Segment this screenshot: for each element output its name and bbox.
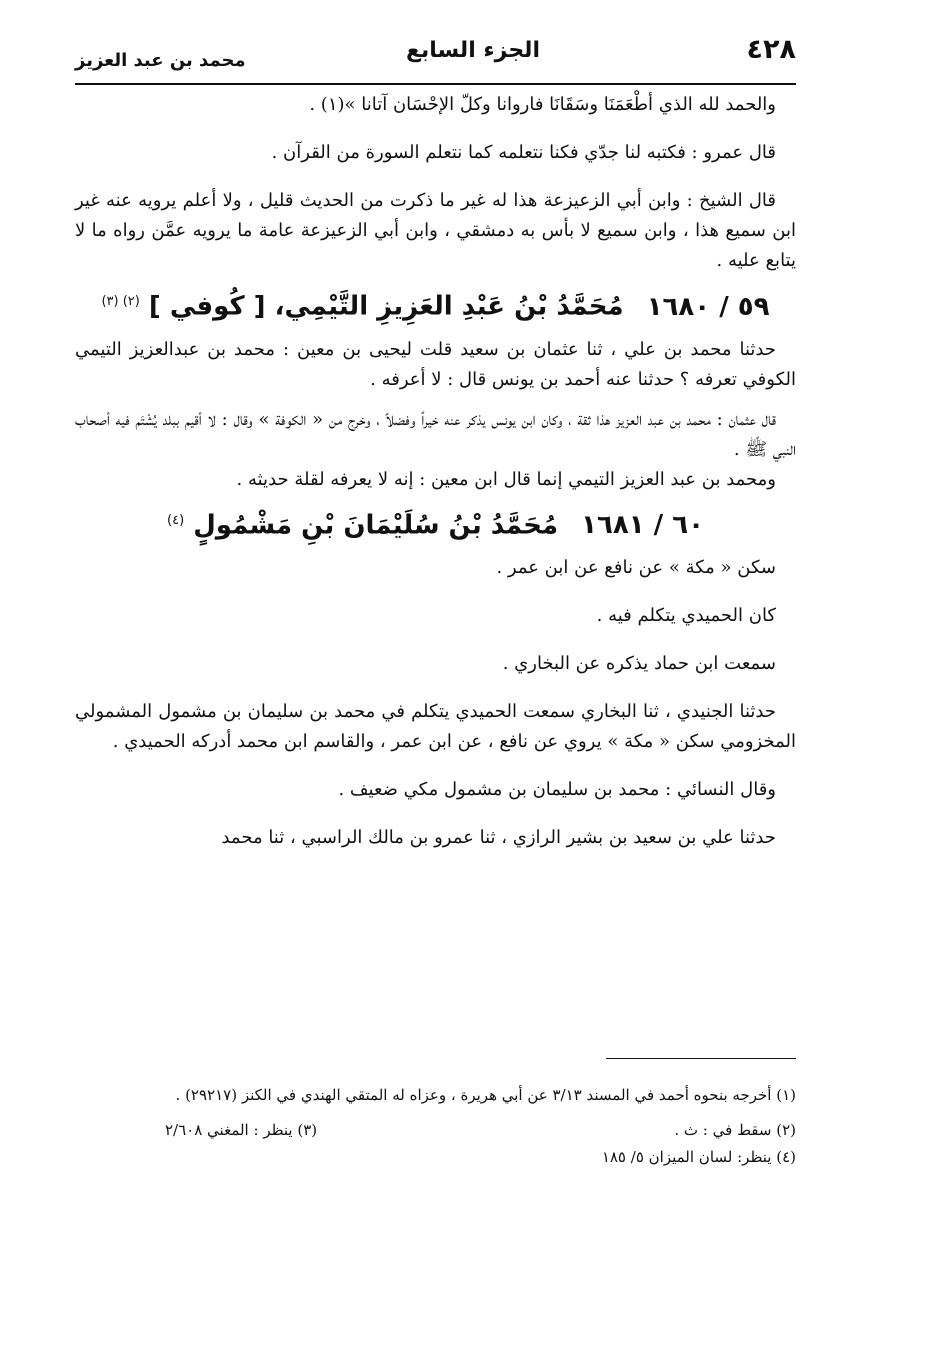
footnote-rule	[606, 1058, 796, 1059]
paragraph: قال عثمان : محمد بن عبد العزيز هذا ثقة ، وكان ابن يونس يذكر عنه خيراً وفضلاً ، وخرج من « الكوفة » وقال : لا أقيم ببلد يُشْتَم فيه أصحاب النبي ﷺ .	[75, 408, 796, 460]
footnotes	[75, 1082, 796, 1171]
entry-number: ٦٠ / ١٦٨١	[581, 510, 704, 541]
footnote: (١) أخرجه بنحوه أحمد في المسند ٣/١٣ عن أبي هريرة ، وعزاه له المتقي الهندي في الكنز (٢٩٢١٧) .	[175, 1086, 796, 1104]
entry-heading	[75, 282, 796, 327]
paragraph: كان الحميدي يتكلم فيه .	[596, 605, 776, 627]
footnote: (٣) ينظر : المغني ٢/٦٠٨	[165, 1121, 318, 1139]
footnote-ref: (٢) (٣)	[101, 294, 140, 309]
footnote-ref: (٤)	[167, 512, 185, 528]
volume-title: الجزء السابع	[406, 38, 540, 63]
entry-name: مُحَمَّدُ بْنُ عَبْدِ العَزِيزِ التَّيْمِي، [ كُوفي ]	[148, 291, 624, 322]
running-title: محمد بن عبد العزيز	[75, 50, 246, 71]
paragraph: ومحمد بن عبد العزيز التيمي إنما قال ابن معين : إنه لا يعرفه لقلة حديثه .	[236, 468, 776, 490]
paragraph: سكن « مكة » عن نافع عن ابن عمر .	[496, 557, 776, 579]
footnote: (٢) سقط في : ث .	[674, 1121, 796, 1139]
paragraph: حدثنا علي بن سعيد بن بشير الرازي ، ثنا عمرو بن مالك الراسبي ، ثنا محمد	[221, 827, 776, 849]
entry-name: مُحَمَّدُ بْنُ سُلَيْمَانَ بْنِ مَشْمُولٍ	[193, 510, 559, 541]
paragraph: قال الشيخ : وابن أبي الزعيزعة هذا له غير ما ذكرت من الحديث قليل ، ولا أعلم يرويه عنه غير ابن سميع هذا ، وابن سميع لا بأس به دمشقي ، وابن أبي الزعيزعة عامة ما يرويه عمَّن رواه ما لا يتابع عليه .	[75, 190, 796, 271]
paragraph: حدثنا الجنيدي ، ثنا البخاري سمعت الحميدي يتكلم في محمد بن سليمان بن مشمول المشمولي المخزومي سكن « مكة » يروي عن نافع ، عن ابن عمر ، والقاسم ابن محمد أدركه الحميدي .	[75, 701, 796, 753]
header-rule	[75, 83, 796, 85]
paragraph: قال عمرو : فكتبه لنا جدّي فكنا نتعلمه كما نتعلم السورة من القرآن .	[271, 142, 776, 163]
paragraph: وقال النسائي : محمد بن سليمان بن مشمول مكي ضعيف .	[338, 779, 776, 801]
paragraph: والحمد لله الذي أطْعَمَنَا وسَقَانَا فاروانا وكلّ الإحْسَان آتانا »(١) .	[309, 94, 776, 115]
paragraph: حدثنا محمد بن علي ، ثنا عثمان بن سعيد قلت ليحيى بن معين : محمد بن عبدالعزيز التيمي الكوفي تعرفه ؟ حدثنا عنه أحمد بن يونس قال : لا أعرفه .	[75, 338, 796, 390]
main-text	[75, 90, 796, 853]
entry-number: ٥٩ / ١٦٨٠	[646, 291, 770, 322]
paragraph: سمعت ابن حماد يذكره عن البخاري .	[502, 653, 776, 675]
footnote: (٤) ينظر: لسان الميزان ٥/ ١٨٥	[601, 1148, 796, 1166]
page-number: ٤٢٨	[746, 34, 796, 65]
entry-heading	[75, 501, 796, 546]
